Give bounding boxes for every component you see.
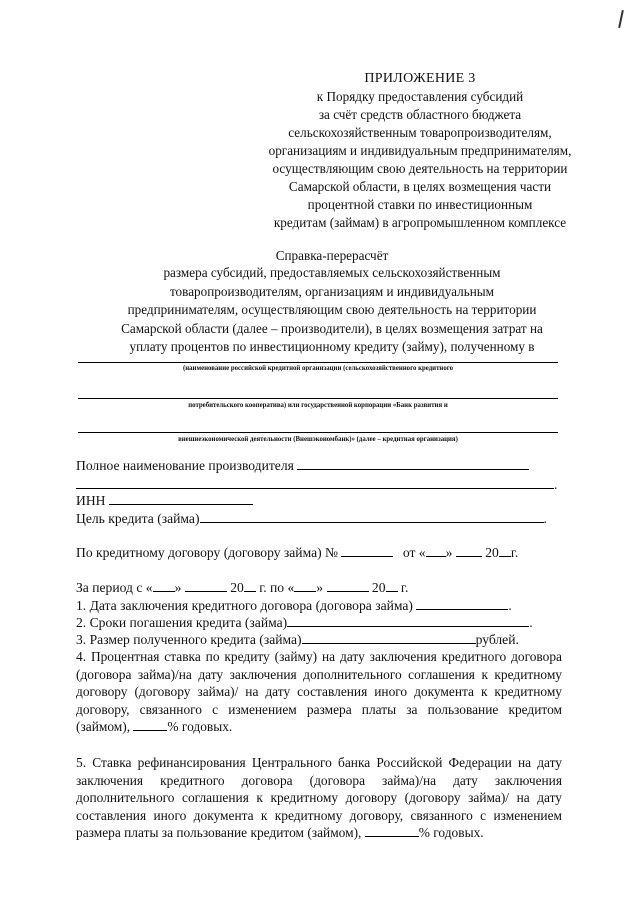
period-to-label: г. по « [259,580,295,595]
purpose-field[interactable] [200,510,544,523]
item-2-row [76,614,533,632]
certificate-line: Самарской области (далее – производители), в целях возмещения затрат на [121,320,543,336]
period-start-month-field[interactable] [185,579,227,592]
period-quote-close-2: » [316,580,324,595]
appendix-title: ПРИЛОЖЕНИЕ 3 [364,71,476,86]
contract-label: По кредитному договору (договору займа) № [76,545,339,560]
certificate-line: уплату процентов по инвестиционному кредиту (займу), полученному в [129,339,535,354]
appendix-line: организациям и индивидуальным предпринимателям, [268,143,572,158]
item-2-field[interactable] [287,614,529,627]
certificate-description [72,264,592,357]
org-name-line-3[interactable] [78,432,558,433]
period-year-suffix: г. [400,580,409,595]
org-hint-2: потребительского кооператива) или государственной корпорации «Банк развития и [188,402,448,409]
contract-day-field[interactable] [426,544,446,557]
item-5-rate-field[interactable] [365,824,419,837]
period-label: За период с « [76,580,153,595]
contract-year-prefix: 20 [485,545,499,560]
item-2-dot: . [529,615,533,630]
item-3-suffix: рублей. [475,632,519,647]
inn-field[interactable] [109,492,253,505]
item-2-label: 2. Сроки погашения кредита (займа) [76,615,288,630]
inn-label: ИНН [76,493,106,508]
period-quote-close-1: » [174,580,182,595]
period-end-year-field[interactable] [386,579,398,592]
item-3-label: 3. Размер полученного кредита (займа) [76,632,302,647]
item-3-field[interactable] [302,631,476,644]
producer-label: Полное наименование производителя [76,458,294,473]
contract-year-suffix: г. [510,545,519,560]
item-4-suffix: % годовых. [167,719,233,735]
period-end-month-field[interactable] [327,579,369,592]
item-1-label: 1. Дата заключения кредитного договора (договора займа) [76,598,413,613]
org-name-line-1[interactable] [78,362,558,363]
period-start-year-field[interactable] [244,579,256,592]
period-year-prefix-2: 20 [371,580,386,595]
item-1-field[interactable] [416,597,508,610]
item-3-row [76,631,519,649]
item-1-row [76,597,512,615]
period-start-day-field[interactable] [153,579,175,592]
producer-field-2[interactable] [76,476,554,489]
appendix-line: сельскохозяйственным товаропроизводителям, [288,125,552,140]
period-row [76,579,408,597]
producer-field[interactable] [297,457,529,470]
item-4-text: 4. Процентная ставка по кредиту (займу) на дату заключения кредитного договора (договора займа)/на дату заключения дополнительного соглашения к кредитному договору (договору займа)/ на дату составления иного документа к кредитному договору, связанного с изменением размера платы за пользование кредитом (займом), [76,649,562,735]
purpose-dot: . [543,511,547,526]
item-5-paragraph [76,754,562,842]
period-end-day-field[interactable] [294,579,316,592]
org-hint-3: внешнеэкономической деятельности (Внешэкономбанк)» (далее – кредитная организация) [178,436,458,443]
appendix-line: осуществляющим свою деятельность на территории [272,161,568,176]
appendix-header [230,70,610,232]
item-4-rate-field[interactable] [133,718,167,731]
certificate-line: товаропроизводителям, организациям и индивидуальным [169,283,495,299]
appendix-line: за счёт средств областного бюджета [318,107,522,122]
contract-from-label: от « [402,545,426,560]
appendix-line: процентной ставки по инвестиционным [307,197,533,212]
certificate-title: Справка-перерасчёт [275,248,389,263]
contract-quote-close: » [445,545,453,560]
appendix-line: Самарской области, в целях возмещения части [288,179,552,194]
purpose-row [76,510,547,528]
purpose-label: Цель кредита (займа) [76,511,200,526]
item-1-dot: . [508,598,512,613]
contract-month-field[interactable] [456,544,482,557]
contract-year-field[interactable] [499,544,511,557]
producer-row [76,457,529,475]
certificate-line: предпринимателям, осуществляющим свою деятельность на территории [127,302,537,317]
item-5-text: 5. Ставка рефинансирования Центрального банка Российской Федерации на дату заключения кредитного договора (договора займа)/на дату заключения дополнительного соглашения к кредитному договору (договору займа)/ на дату составления иного документа к кредитному договору, связанного с изменением размера платы за пользование кредитом (займом), [76,755,562,841]
period-year-prefix-1: 20 [230,580,244,595]
appendix-line: к Порядку предоставления субсидий [316,89,524,104]
contract-number-field[interactable] [341,544,393,557]
contract-row [76,544,518,562]
org-hint-1: (наименование российской кредитной организации (сельскохозяйственного кредитного [182,365,454,372]
scan-mark [618,10,624,28]
inn-row [76,492,253,510]
org-name-line-2[interactable] [78,398,558,399]
item-4-paragraph [76,648,562,736]
appendix-line: кредитам (займам) в агропромышленном комплексе [273,215,567,230]
producer-dot: . [554,477,558,492]
item-5-suffix: % годовых. [418,825,484,841]
certificate-line: размера субсидий, предоставляемых сельскохозяйственным [163,265,501,280]
